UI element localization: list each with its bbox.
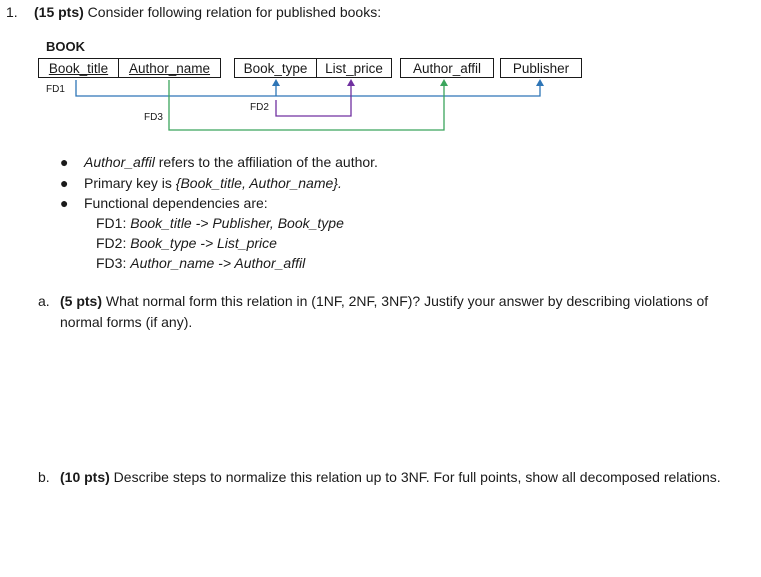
- question-body: Consider following relation for published books:: [83, 4, 382, 20]
- pk-prefix: Primary key is: [84, 175, 176, 191]
- fd-arrows: [0, 0, 761, 140]
- col-book-type: Book_type: [234, 58, 317, 78]
- part-a-body: What normal form this relation in (1NF, 2NF, 3NF)? Justify your answer by describing violations of normal forms (if any).: [60, 293, 709, 330]
- bullet-affil: [84, 154, 378, 170]
- col-book-title: Book_title: [38, 58, 119, 78]
- col-list-price: List_price: [316, 58, 392, 78]
- fd1-expr: Book_title -> Publisher, Book_type: [130, 215, 344, 231]
- fd1-arrow: [76, 79, 544, 96]
- table-name: BOOK: [46, 39, 85, 54]
- affil-rest: refers to the affiliation of the author.: [154, 154, 378, 170]
- fd2-expr: Book_type -> List_price: [130, 235, 277, 251]
- affil-attr: Author_affil: [84, 154, 155, 170]
- fd2-line-label: FD2:: [96, 235, 127, 251]
- fd1-line-label: FD1:: [96, 215, 127, 231]
- fd3-label: FD3: [144, 112, 163, 123]
- fd2-line: [96, 235, 277, 251]
- part-b: [38, 467, 738, 488]
- fd1-line: [96, 215, 344, 231]
- col-author-affil: Author_affil: [400, 58, 494, 78]
- fd3-line-label: FD3:: [96, 255, 127, 271]
- question-number: 1.: [6, 4, 18, 20]
- bullet-dot: ●: [60, 154, 69, 170]
- col-publisher: Publisher: [500, 58, 582, 78]
- part-a-points: (5 pts): [60, 293, 102, 309]
- part-b-points: (10 pts): [60, 469, 110, 485]
- bullet-dot: ●: [60, 175, 69, 191]
- part-b-label: b.: [38, 469, 50, 485]
- fd2-arrow: [276, 79, 355, 116]
- fd1-label: FD1: [46, 84, 65, 95]
- pk-value: {Book_title, Author_name}.: [175, 175, 342, 191]
- fd3-arrow: [169, 79, 448, 130]
- bullet-fds: Functional dependencies are:: [84, 195, 268, 211]
- part-b-body: Describe steps to normalize this relation up to 3NF. For full points, show all decomposed relations.: [109, 469, 721, 485]
- part-a-label: a.: [38, 293, 50, 309]
- fd2-label: FD2: [250, 102, 269, 113]
- fd3-line: [96, 255, 305, 271]
- part-a: [38, 291, 738, 333]
- part-b-text: [60, 467, 738, 488]
- bullet-dot: ●: [60, 195, 69, 211]
- question-points: (15 pts): [34, 4, 84, 20]
- col-author-name: Author_name: [118, 58, 221, 78]
- part-a-text: [60, 291, 738, 333]
- fd3-expr: Author_name -> Author_affil: [130, 255, 306, 271]
- bullet-primary-key: [84, 175, 342, 191]
